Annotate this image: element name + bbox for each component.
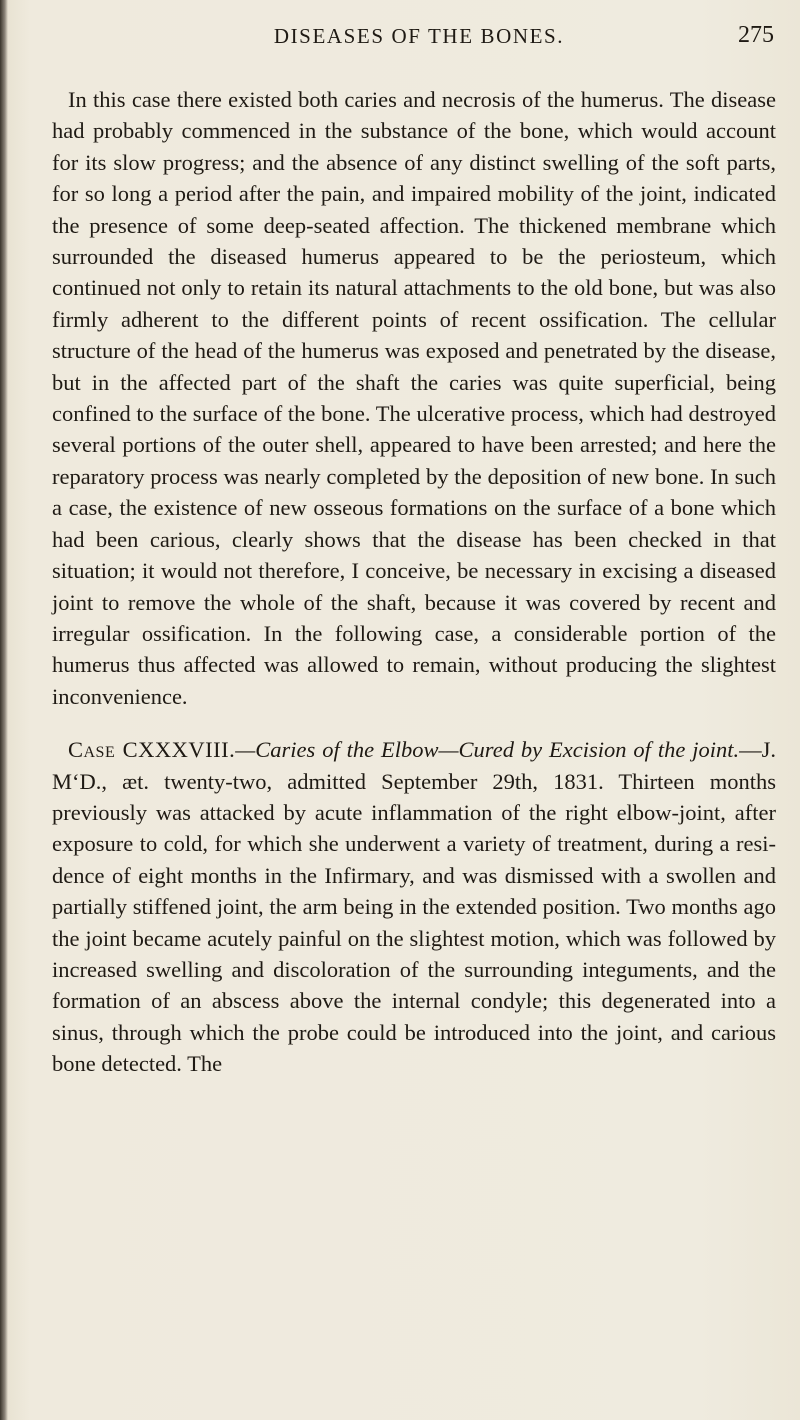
page-number: 275	[738, 22, 774, 48]
page-body	[52, 84, 776, 1080]
case-text: —J. M‘D., æt. twenty-two, admitted September 29th, 1831. Thirteen months previously was attacked by acute inflammation of the right elbow-joint, after exposure to cold, for which she underwent a variety of treatment, during a residence of eight months in the Infirmary, and was dismissed with a swollen and partially stiffened joint, the arm being in the extended position. Two months ago the joint became acutely painful on the slightest motion, which was followed by increased swelling and discoloration of the surrounding integuments, and the formation of an abscess above the internal condyle; this degenerated into a sinus, through which the probe could be introduced into the joint, and carious bone detected. The	[52, 737, 776, 1077]
page-header	[64, 18, 774, 58]
case-number: Case CXXXVIII.	[68, 737, 236, 763]
paragraph-case-report	[52, 734, 776, 1079]
page-gutter-shadow	[0, 0, 8, 1420]
paragraph-case-discussion: In this case there existed both caries and necrosis of the humerus. The disease had probably commenced in the substance of the bone, which would account for its slow progress; and the absence of any distinct swelling of the soft parts, for so long a period after the pain, and impaired mobility of the joint, indicated the presence of some deep-seated affection. The thickened membrane which surrounded the diseased humerus appeared to be the periosteum, which continued not only to retain its natural attachments to the old bone, but was also firmly adherent to the different points of recent ossification. The cellular structure of the head of the humerus was exposed and penetrated by the disease, but in the affected part of the shaft the caries was quite superficial, being confined to the surface of the bone. The ulcerative process, which had destroyed several portions of the outer shell, appeared to have been arrested; and here the reparatory process was nearly completed by the deposition of new bone. In such a case, the existence of new osseous formations on the surface of a bone which had been carious, clearly shows that the disease has been checked in that situation; it would not therefore, I conceive, be necessary in excising a diseased joint to remove the whole of the shaft, because it was covered by recent and irregular ossification. In the following case, a considerable portion of the humerus thus affected was allowed to remain, without producing the slightest inconvenience.	[52, 87, 776, 709]
running-title: DISEASES OF THE BONES.	[273, 24, 565, 48]
case-title: —Caries of the Elbow—Cured by Excision of the joint.	[235, 737, 740, 763]
